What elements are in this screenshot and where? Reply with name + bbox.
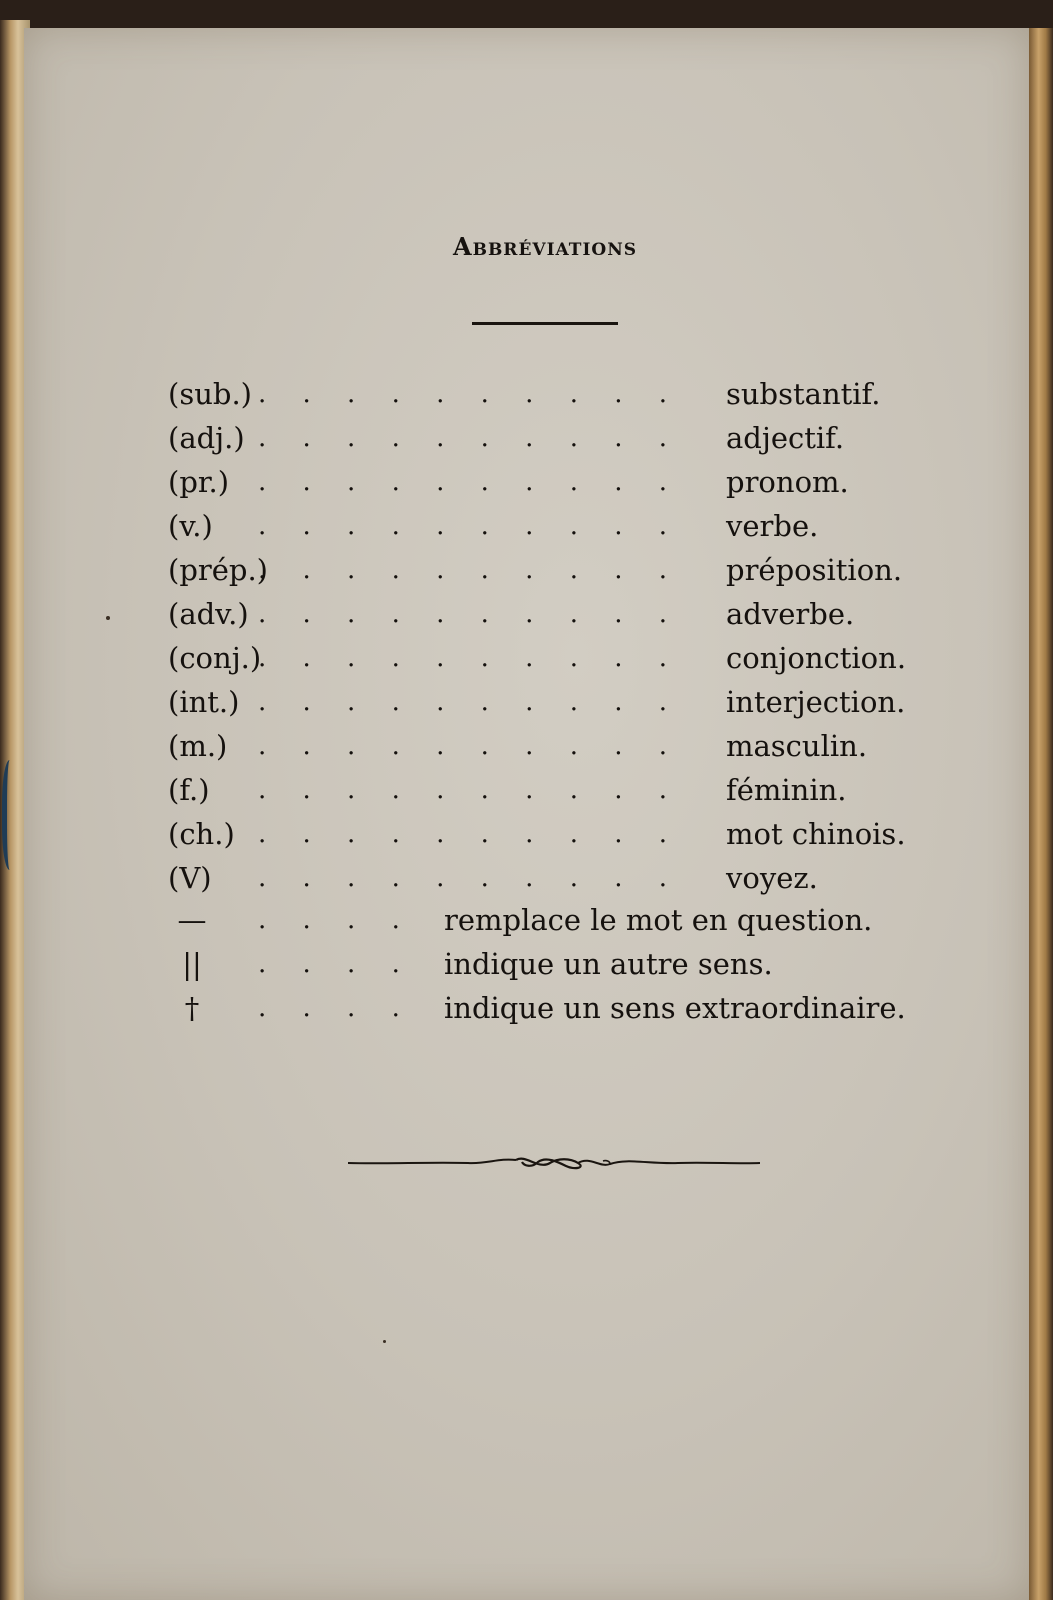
meaning: conjonction. [726,641,907,675]
list-item [0,898,1053,942]
dot-leader: . . . . [258,905,414,935]
list-item [0,812,1053,856]
list-item [0,856,1053,900]
symbol: || [182,947,202,981]
title-rule [472,322,618,325]
list-item [0,986,1053,1030]
dot-leader: . . . . . . . . . . [258,379,682,409]
page-title: Abbréviations [452,232,638,261]
dot-leader: . . . . . . . . . . [258,643,682,673]
paper-speck [106,616,110,620]
meaning: adverbe. [726,597,855,631]
abbreviation: (pr.) [168,465,230,499]
list-item [0,548,1053,592]
meaning: indique un sens extraordinaire. [444,991,906,1025]
list-item [0,680,1053,724]
meaning: remplace le mot en question. [444,903,873,937]
meaning: féminin. [726,773,847,807]
abbreviation: (m.) [168,729,228,763]
abbreviation: (conj.) [168,641,262,675]
meaning: masculin. [726,729,868,763]
dot-leader: . . . . [258,949,414,979]
list-item [0,768,1053,812]
dot-leader: . . . . . . . . . . [258,555,682,585]
paper-speck [383,1340,386,1343]
abbreviation: (adj.) [168,421,245,455]
meaning: interjection. [726,685,906,719]
abbreviation: (adv.) [168,597,249,631]
list-item [0,592,1053,636]
meaning: préposition. [726,553,903,587]
dot-leader: . . . . . . . . . . [258,731,682,761]
dot-leader: . . . . . . . . . . [258,467,682,497]
meaning: verbe. [726,509,819,543]
symbol: † [184,991,200,1025]
dot-leader: . . . . . . . . . . [258,819,682,849]
dot-leader: . . . . . . . . . . [258,775,682,805]
abbreviation: (sub.) [168,377,252,411]
dot-leader: . . . . . . . . . . [258,687,682,717]
dot-leader: . . . . . . . . . . [258,599,682,629]
ornament-divider-icon [348,1148,760,1178]
list-item [0,372,1053,416]
list-item [0,636,1053,680]
dot-leader: . . . . . . . . . . [258,863,682,893]
abbreviation: (ch.) [168,817,235,851]
list-item [0,724,1053,768]
symbol: — [177,903,207,937]
list-item [0,942,1053,986]
meaning: voyez. [726,861,818,895]
dot-leader: . . . . . . . . . . [258,511,682,541]
meaning: substantif. [726,377,881,411]
list-item [0,460,1053,504]
list-item [0,504,1053,548]
meaning: pronom. [726,465,849,499]
abbreviation: (prép.) [168,553,268,587]
meaning: mot chinois. [726,817,906,851]
meaning: adjectif. [726,421,845,455]
abbreviation: (V) [168,861,212,895]
abbreviation: (int.) [168,685,240,719]
dot-leader: . . . . [258,993,414,1023]
abbreviation: (f.) [168,773,210,807]
abbreviation: (v.) [168,509,213,543]
meaning: indique un autre sens. [444,947,773,981]
list-item [0,416,1053,460]
dot-leader: . . . . . . . . . . [258,423,682,453]
